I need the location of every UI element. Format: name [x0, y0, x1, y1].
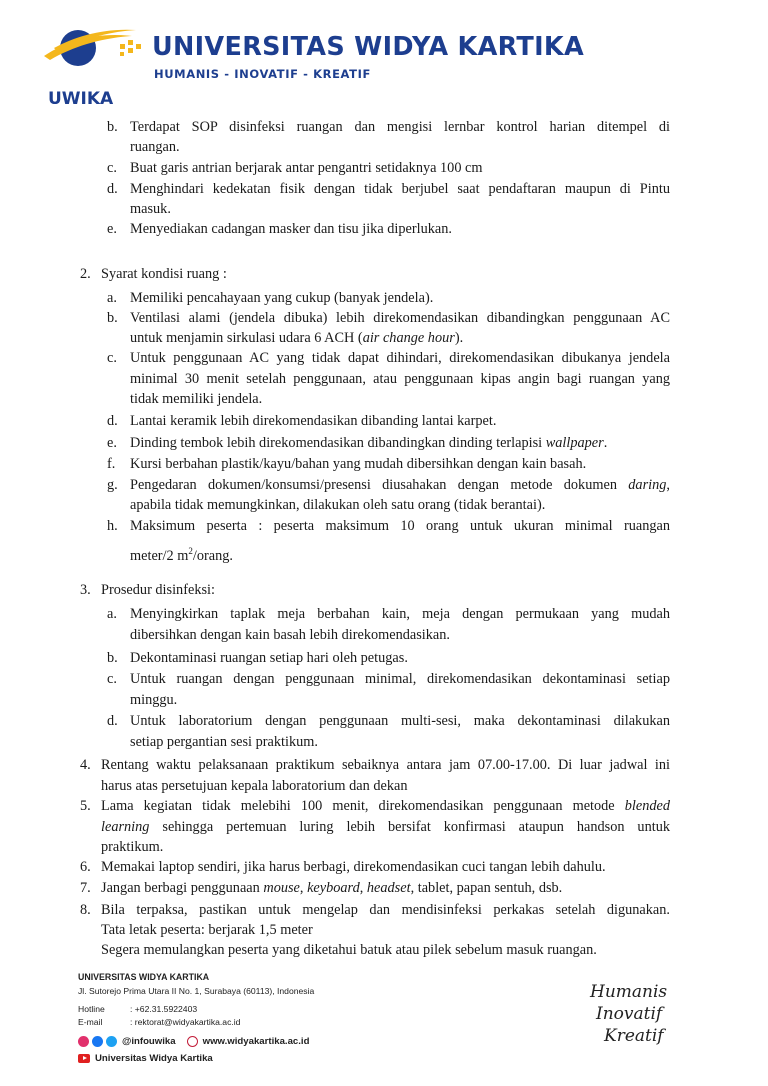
twitter-icon [106, 1036, 117, 1047]
list-marker: g. [107, 477, 118, 493]
list-marker: b. [107, 119, 118, 135]
list-item-line: Dekontaminasi ruangan setiap hari oleh petugas. [130, 650, 408, 666]
list-item-line: Jangan berbagi penggunaan mouse, keyboard, headset, tablet, papan sentuh, dsb. [101, 880, 563, 896]
youtube-row [78, 1052, 213, 1064]
list-item-line: Untuk ruangan dengan penggunaan minimal, direkomendasikan dekontaminasi setiap [130, 671, 670, 687]
logo-text: UWIKA [48, 89, 114, 109]
list-item-line: Lantai keramik lebih direkomendasikan dibanding lantai karpet. [130, 413, 497, 429]
list-marker: e. [107, 435, 117, 451]
list-marker: d. [107, 713, 118, 729]
list-item-line: Menyingkirkan taplak meja berbahan kain, meja dengan permukaan yang mudah [130, 606, 670, 622]
list-item-line: minggu. [130, 691, 178, 708]
letterhead-footer [0, 960, 768, 1086]
list-item-line: praktikum. [101, 839, 164, 855]
instagram-icon [78, 1036, 89, 1047]
list-marker: a. [107, 606, 117, 622]
list-item-line: Untuk penggunaan AC yang tidak dapat dihindari, direkomendasikan dibukanya jendela [130, 350, 670, 366]
list-item-line: Bila terpaksa, pastikan untuk mengelap dan mendisinfeksi perkakas setelah digunakan. [101, 902, 670, 918]
footer-address: Jl. Sutorejo Prima Utara II No. 1, Surabaya (60113), Indonesia [78, 986, 315, 996]
list-marker: c. [107, 350, 117, 366]
list-item-line: ruangan. [130, 139, 180, 155]
youtube-icon [78, 1054, 90, 1063]
footer-hotline-value: : +62.31.5922403 [130, 1004, 198, 1014]
footer-email-value: : rektorat@widyakartika.ac.id [130, 1017, 241, 1027]
letterhead [0, 0, 768, 112]
list-marker: 4. [80, 757, 91, 773]
list-item-line: Buat garis antrian berjarak antar pengantri setidaknya 100 cm [130, 160, 483, 176]
footer-email-label: E-mail [78, 1017, 103, 1027]
list-item-line: tidak memiliki jendela. [130, 391, 263, 407]
list-marker: 8. [80, 902, 91, 918]
list-item-line: Untuk laboratorium dengan penggunaan multi-sesi, maka dekontaminasi dilakukan [130, 713, 670, 729]
university-name: UNIVERSITAS WIDYA KARTIKA [152, 32, 584, 62]
university-tagline: HUMANIS - INOVATIF - KREATIF [154, 67, 371, 81]
list-item-line: setiap pergantian sesi praktikum. [130, 733, 318, 750]
list-item-line: Ventilasi alami (jendela dibuka) lebih direkomendasikan dibandingkan penggunaan AC [130, 310, 670, 326]
list-item-line: learning sehingga pertemuan luring lebih bersifat konfirmasi ataupun handson untuk [101, 818, 670, 835]
list-item-line: Memiliki pencahayaan yang cukup (banyak jendela). [130, 290, 434, 306]
list-item-line: apabila tidak memungkinkan, dilakukan oleh satu orang (tidak berantai). [130, 497, 546, 513]
list-item-line: meter/2 $m^2$/orang. [130, 545, 233, 564]
youtube-channel: Universitas Widya Kartika [95, 1052, 213, 1064]
list-marker: d. [107, 413, 118, 429]
list-item-line: harus atas persetujuan kepala laboratorium dan dekan [101, 777, 408, 794]
motto-word: Kreatif [604, 1026, 664, 1046]
list-marker: 7. [80, 880, 91, 896]
motto-word: Humanis [590, 982, 668, 1002]
list-marker: c. [107, 671, 117, 687]
list-item-line: Menyediakan cadangan masker dan tisu jika diperlukan. [130, 221, 452, 237]
footer-hotline-label: Hotline [78, 1004, 105, 1014]
social-handle: @infouwika [122, 1035, 176, 1047]
globe-icon [187, 1036, 198, 1047]
list-item-line: Syarat kondisi ruang : [101, 266, 227, 282]
list-marker: f. [107, 456, 116, 472]
list-item-line: Maksimum peserta : peserta maksimum 10 orang untuk ukuran minimal ruangan [130, 518, 670, 534]
uwika-logo [40, 18, 150, 110]
list-item-line: Menghindari kedekatan fisik dengan tidak berjubel saat pendaftaran maupun di Pintu [130, 181, 670, 197]
facebook-icon [92, 1036, 103, 1047]
list-marker: a. [107, 290, 117, 306]
list-marker: b. [107, 310, 118, 326]
list-item-line: untuk menjamin sirkulasi udara 6 ACH (air change hour). [130, 330, 464, 346]
list-marker: b. [107, 650, 118, 666]
list-item-line: Segera memulangkan peserta yang diketahui batuk atau pilek sebelum masuk ruangan. [101, 942, 597, 958]
list-item-line: Tata letak peserta: berjarak 1,5 meter [101, 922, 313, 938]
list-item-line: Dinding tembok lebih direkomendasikan dibandingkan dinding terlapisi wallpaper. [130, 435, 608, 451]
list-marker: e. [107, 221, 117, 237]
list-marker: d. [107, 181, 118, 197]
list-item-line: Memakai laptop sendiri, jika harus berbagi, direkomendasikan cuci tangan lebih dahulu. [101, 859, 606, 875]
list-item-line: Prosedur disinfeksi: [101, 582, 215, 598]
footer-university-name: UNIVERSITAS WIDYA KARTIKA [78, 972, 210, 982]
list-item-line: Pengedaran dokumen/konsumsi/presensi diusahakan dengan metode dokumen daring, [130, 477, 670, 493]
motto-word: Inovatif [596, 1004, 663, 1024]
list-marker: h. [107, 518, 118, 534]
list-item-line: Rentang waktu pelaksanaan praktikum sebaiknya antara jam 07.00-17.00. Di luar jadwal ini [101, 757, 670, 773]
list-item-line: Terdapat SOP disinfeksi ruangan dan mengisi lernbar kontrol harian ditempel di [130, 119, 670, 135]
list-marker: 5. [80, 798, 91, 814]
list-item-line: dibersihkan dengan kain basah lebih direkomendasikan. [130, 626, 450, 643]
list-marker: 3. [80, 582, 91, 598]
list-item-line: masuk. [130, 201, 171, 217]
list-item-line: Kursi berbahan plastik/kayu/bahan yang mudah dibersihkan dengan kain basah. [130, 456, 587, 472]
list-marker: 6. [80, 859, 91, 875]
list-item-line: Lama kegiatan tidak melebihi 100 menit, direkomendasikan penggunaan metode blended [101, 798, 670, 814]
list-marker: 2. [80, 266, 91, 282]
social-row [78, 1035, 317, 1047]
list-marker: c. [107, 160, 117, 176]
list-item-line: minimal 30 menit setelah penggunaan, atau penggunaan kipas angin bagi ruangan yang [130, 370, 670, 387]
website-link[interactable]: www.widyakartika.ac.id [202, 1035, 310, 1047]
